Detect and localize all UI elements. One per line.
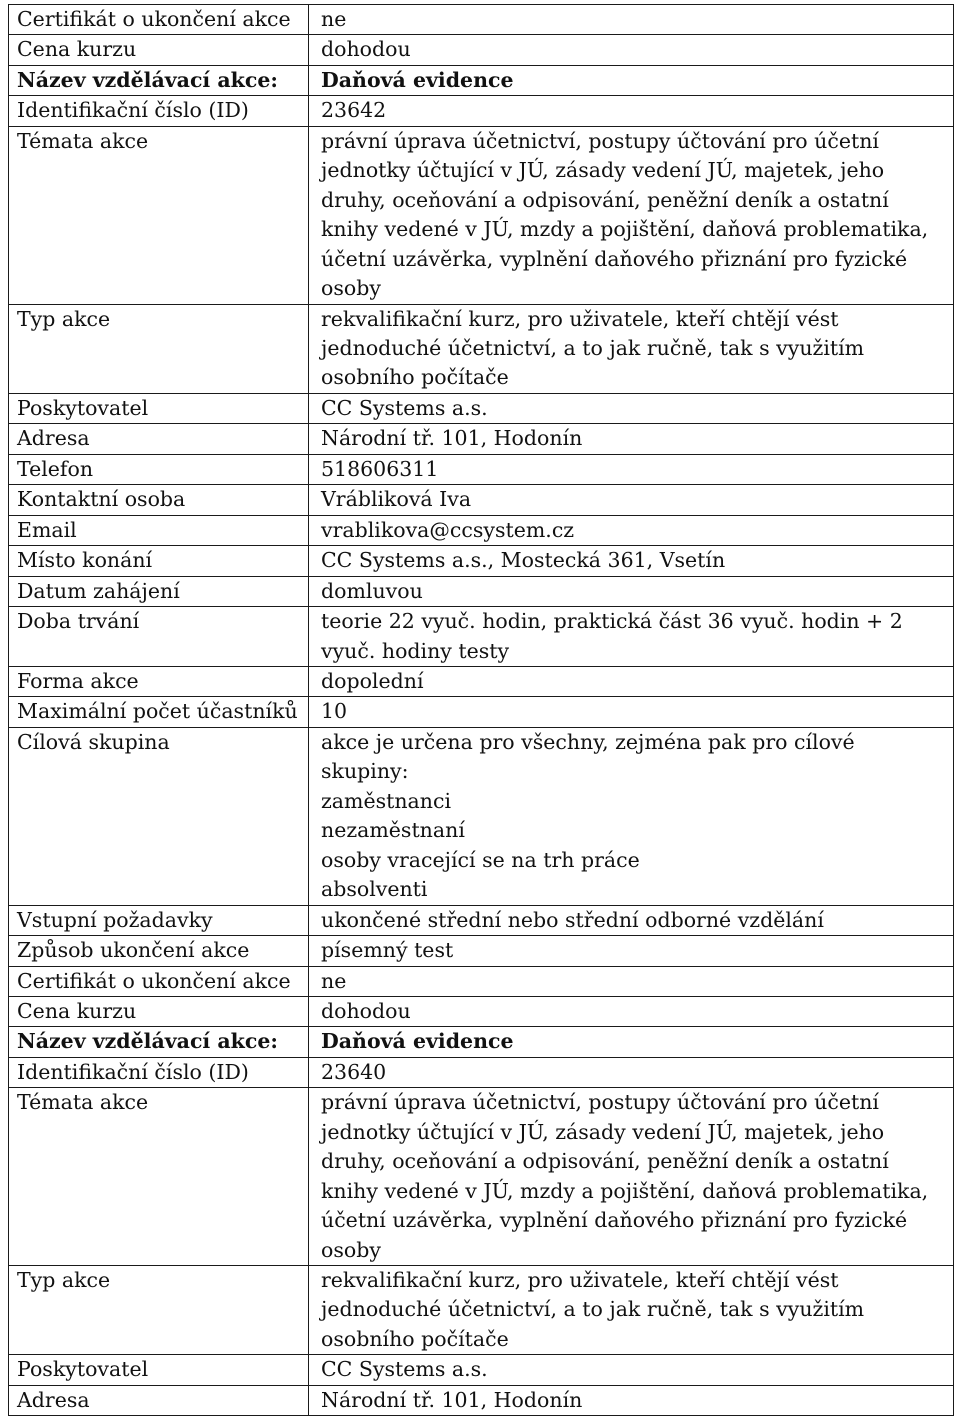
- field-value: [309, 126, 954, 304]
- field-value: [309, 393, 954, 423]
- field-value-line: Národní tř. 101, Hodonín: [321, 1387, 583, 1412]
- field-label: Poskytovatel: [9, 1355, 309, 1385]
- field-value-line: CC Systems a.s.: [321, 1357, 488, 1382]
- field-label: Maximální počet účastníků: [9, 697, 309, 727]
- field-value-line: jednotky účtující v JÚ, zásady vedení JÚ, majetek, jeho: [321, 1119, 885, 1144]
- field-value-line: druhy, oceňování a odpisování, peněžní deník a ostatní: [321, 1149, 889, 1174]
- field-row: [9, 936, 954, 966]
- field-row: [9, 996, 954, 1026]
- field-value: [309, 515, 954, 545]
- field-row: [9, 485, 954, 515]
- field-value-line: knihy vedené v JÚ, mzdy a pojištění, daňová problematika,: [321, 217, 929, 242]
- field-label: Témata akce: [9, 126, 309, 304]
- field-value-line: dopolední: [321, 668, 424, 693]
- field-value-line: zaměstnanci: [321, 788, 452, 813]
- field-label: Identifikační číslo (ID): [9, 96, 309, 126]
- field-value: [309, 905, 954, 935]
- field-row: [9, 1057, 954, 1087]
- field-label: Typ akce: [9, 1266, 309, 1355]
- field-row: [9, 1266, 954, 1355]
- field-value-line: dohodou: [321, 998, 411, 1023]
- field-label: Cena kurzu: [9, 35, 309, 65]
- field-value-line: právní úprava účetnictví, postupy účtování pro účetní: [321, 128, 879, 153]
- field-label: Název vzdělávací akce:: [9, 1027, 309, 1057]
- field-row: [9, 697, 954, 727]
- field-row: [9, 727, 954, 905]
- field-value-line: ukončené střední nebo střední odborné vzdělání: [321, 907, 824, 932]
- field-value-line: jednotky účtující v JÚ, zásady vedení JÚ, majetek, jeho: [321, 158, 885, 183]
- field-row: [9, 1355, 954, 1385]
- field-value: [309, 966, 954, 996]
- field-value-line: akce je určena pro všechny, zejména pak pro cílové: [321, 729, 855, 754]
- course-listing-table: [8, 4, 954, 1416]
- field-row: [9, 304, 954, 393]
- field-value-line: 518606311: [321, 456, 439, 481]
- field-value-line: druhy, oceňování a odpisování, peněžní deník a ostatní: [321, 187, 889, 212]
- field-value: [309, 1057, 954, 1087]
- field-value: [309, 5, 954, 35]
- field-value-line: vrablikova@ccsystem.cz: [321, 517, 575, 542]
- field-value: [309, 1027, 954, 1057]
- field-value-line: jednoduché účetnictví, a to jak ručně, tak s využitím: [321, 335, 865, 360]
- field-row: [9, 546, 954, 576]
- field-label: Certifikát o ukončení akce: [9, 966, 309, 996]
- field-value: [309, 1385, 954, 1415]
- field-value-line: ne: [321, 968, 347, 993]
- field-row: [9, 515, 954, 545]
- field-row: [9, 1088, 954, 1266]
- field-value-line: právní úprava účetnictví, postupy účtování pro účetní: [321, 1090, 879, 1115]
- field-value-line: Vrábliková Iva: [321, 487, 472, 512]
- field-row: [9, 666, 954, 696]
- field-value: [309, 96, 954, 126]
- field-value: [309, 697, 954, 727]
- field-row: [9, 576, 954, 606]
- field-value: [309, 485, 954, 515]
- field-label: Cílová skupina: [9, 727, 309, 905]
- field-label: Doba trvání: [9, 607, 309, 667]
- field-value-line: osoby: [321, 276, 381, 301]
- field-label: Telefon: [9, 454, 309, 484]
- field-value-line: 10: [321, 699, 348, 724]
- field-value-line: absolventi: [321, 877, 428, 902]
- field-row: [9, 607, 954, 667]
- field-value-line: rekvalifikační kurz, pro uživatele, kteří chtějí vést: [321, 1268, 839, 1293]
- field-value: [309, 727, 954, 905]
- field-value: [309, 304, 954, 393]
- field-value: [309, 996, 954, 1026]
- field-row: [9, 65, 954, 95]
- field-label: Adresa: [9, 424, 309, 454]
- field-label: Typ akce: [9, 304, 309, 393]
- field-row: [9, 96, 954, 126]
- field-value-line: účetní uzávěrka, vyplnění daňového přiznání pro fyzické: [321, 246, 908, 271]
- field-label: Identifikační číslo (ID): [9, 1057, 309, 1087]
- field-value-line: vyuč. hodiny testy: [321, 638, 510, 663]
- field-value-line: skupiny:: [321, 759, 409, 784]
- field-value-line: rekvalifikační kurz, pro uživatele, kteří chtějí vést: [321, 306, 839, 331]
- field-value: [309, 546, 954, 576]
- field-value-line: 23640: [321, 1059, 387, 1084]
- field-row: [9, 966, 954, 996]
- field-row: [9, 424, 954, 454]
- field-label: Místo konání: [9, 546, 309, 576]
- field-value-line: Daňová evidence: [321, 67, 514, 92]
- course-listing-body: [9, 5, 954, 1416]
- field-value: [309, 1088, 954, 1266]
- field-value: [309, 454, 954, 484]
- field-value-line: knihy vedené v JÚ, mzdy a pojištění, daňová problematika,: [321, 1178, 929, 1203]
- field-value-line: Daňová evidence: [321, 1029, 514, 1054]
- field-row: [9, 126, 954, 304]
- field-value-line: osoby: [321, 1237, 381, 1262]
- field-value-line: osobního počítače: [321, 365, 509, 390]
- field-label: Cena kurzu: [9, 996, 309, 1026]
- field-value-line: osoby vracející se na trh práce: [321, 847, 640, 872]
- field-value: [309, 35, 954, 65]
- field-value-line: osobního počítače: [321, 1326, 509, 1351]
- field-value-line: nezaměstnaní: [321, 818, 465, 843]
- field-label: Poskytovatel: [9, 393, 309, 423]
- field-value-line: teorie 22 vyuč. hodin, praktická část 36 vyuč. hodin + 2: [321, 609, 903, 634]
- field-value: [309, 936, 954, 966]
- field-label: Způsob ukončení akce: [9, 936, 309, 966]
- field-value: [309, 65, 954, 95]
- field-value: [309, 424, 954, 454]
- field-value-line: CC Systems a.s., Mostecká 361, Vsetín: [321, 548, 726, 573]
- field-label: Forma akce: [9, 666, 309, 696]
- field-value-line: CC Systems a.s.: [321, 395, 488, 420]
- field-value-line: účetní uzávěrka, vyplnění daňového přiznání pro fyzické: [321, 1208, 908, 1233]
- field-value: [309, 576, 954, 606]
- field-value-line: dohodou: [321, 37, 411, 62]
- field-label: Témata akce: [9, 1088, 309, 1266]
- field-row: [9, 454, 954, 484]
- field-row: [9, 905, 954, 935]
- field-label: Kontaktní osoba: [9, 485, 309, 515]
- field-label: Datum zahájení: [9, 576, 309, 606]
- field-label: Název vzdělávací akce:: [9, 65, 309, 95]
- field-value-line: Národní tř. 101, Hodonín: [321, 426, 583, 451]
- field-label: Certifikát o ukončení akce: [9, 5, 309, 35]
- field-value: [309, 607, 954, 667]
- field-value-line: písemný test: [321, 938, 454, 963]
- field-value: [309, 666, 954, 696]
- field-value-line: domluvou: [321, 578, 423, 603]
- field-value-line: 23642: [321, 98, 387, 123]
- field-value-line: jednoduché účetnictví, a to jak ručně, tak s využitím: [321, 1297, 865, 1322]
- field-row: [9, 1385, 954, 1415]
- field-label: Adresa: [9, 1385, 309, 1415]
- field-value-line: ne: [321, 7, 347, 31]
- field-label: Vstupní požadavky: [9, 905, 309, 935]
- field-row: [9, 5, 954, 35]
- field-label: Email: [9, 515, 309, 545]
- field-value: [309, 1355, 954, 1385]
- field-row: [9, 35, 954, 65]
- field-row: [9, 1027, 954, 1057]
- field-row: [9, 393, 954, 423]
- field-value: [309, 1266, 954, 1355]
